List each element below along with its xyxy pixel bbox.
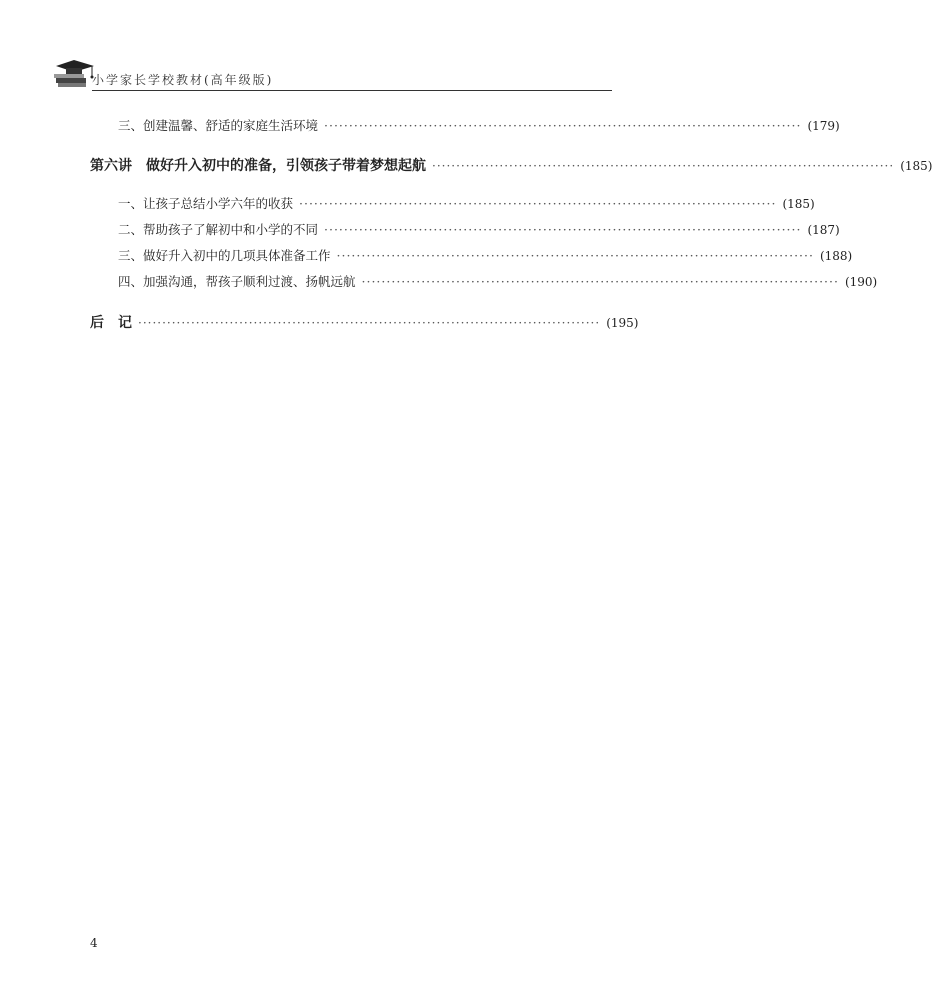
- page-header: [52, 52, 612, 96]
- toc-leader-dots: ································································································: [138, 316, 601, 330]
- toc-entry-title: 二、帮助孩子了解初中和小学的不同: [118, 222, 319, 237]
- toc-entry[interactable]: [118, 246, 853, 264]
- toc-entry[interactable]: [118, 194, 815, 212]
- toc-leader-dots: ································································································: [324, 118, 802, 133]
- toc-entry-title: 三、做好升入初中的几项具体准备工作: [118, 248, 331, 263]
- toc-entry-page: (187): [807, 223, 840, 237]
- toc-entry-page: (185): [782, 197, 815, 211]
- page-number: 4: [90, 936, 98, 950]
- toc-entry-page: (195): [606, 316, 639, 330]
- graduation-cap-books-icon: [52, 56, 96, 90]
- toc-entry-title: 后 记: [90, 315, 132, 331]
- toc-entry-title: 三、创建温馨、舒适的家庭生活环境: [118, 118, 319, 133]
- toc-entry[interactable]: [118, 272, 878, 290]
- toc-entry-title: 第六讲 做好升入初中的准备，引领孩子带着梦想起航: [90, 158, 426, 174]
- toc-leader-dots: ································································································: [324, 222, 802, 237]
- toc-entry-page: (190): [844, 275, 878, 289]
- toc-leader-dots: ································································································: [336, 248, 814, 263]
- toc-chapter-entry[interactable]: [90, 155, 932, 175]
- toc-entry-title: 一、让孩子总结小学六年的收获: [118, 196, 294, 211]
- header-title: 小学家长学校教材(高年级版): [92, 73, 274, 87]
- toc-entry-page: (185): [900, 159, 932, 173]
- toc-entry[interactable]: [118, 116, 840, 134]
- toc-entry-page: (179): [807, 119, 840, 133]
- header-rule: [92, 90, 612, 91]
- toc-chapter-entry[interactable]: [90, 312, 639, 332]
- toc-entry-title: 四、加强沟通，帮孩子顺利过渡、扬帆远航: [118, 274, 356, 289]
- toc-entry[interactable]: [118, 220, 840, 238]
- toc-entry-page: (188): [819, 249, 853, 263]
- toc-leader-dots: ································································································: [432, 159, 895, 173]
- toc-leader-dots: ································································································: [299, 196, 777, 211]
- toc-leader-dots: ································································································: [361, 274, 839, 289]
